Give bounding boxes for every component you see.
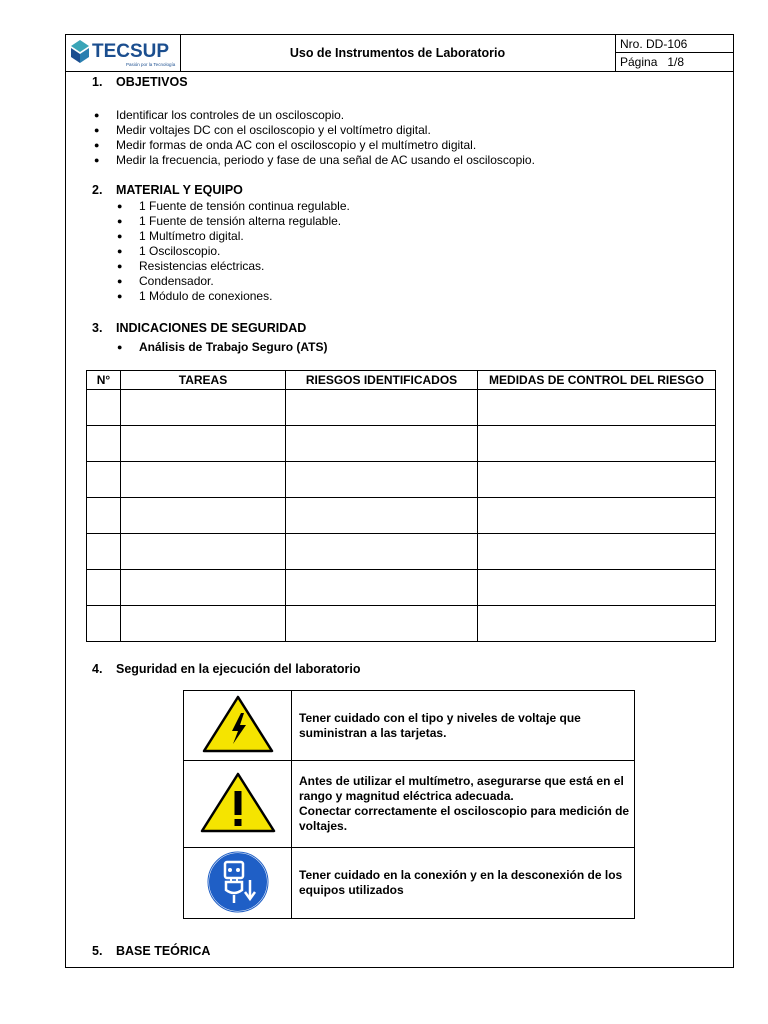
table-row: [184, 691, 635, 761]
logo-tagline: Pasión por la Tecnología: [126, 62, 176, 67]
table-cell[interactable]: [478, 570, 716, 606]
safety-text: Conectar correctamente el osciloscopio para medición de voltajes.: [299, 804, 630, 833]
unplug-connection-icon: [206, 850, 270, 914]
table-cell[interactable]: [286, 534, 478, 570]
list-item: ● 1 Osciloscopio.: [117, 244, 221, 258]
table-cell[interactable]: [87, 570, 121, 606]
table-cell[interactable]: [286, 498, 478, 534]
logo: [66, 35, 181, 71]
table-cell: [292, 761, 635, 848]
column-header-tareas: TAREAS: [121, 371, 286, 390]
table-cell[interactable]: [286, 426, 478, 462]
table-cell[interactable]: [478, 426, 716, 462]
section-seguridad-heading: 3. INDICACIONES DE SEGURIDAD: [92, 321, 307, 335]
table-cell[interactable]: [478, 498, 716, 534]
section-material-heading: 2. MATERIAL Y EQUIPO: [92, 183, 243, 197]
table-row: [184, 848, 635, 919]
table-cell[interactable]: [478, 534, 716, 570]
table-row: [87, 498, 716, 534]
safety-text: Antes de utilizar el multímetro, asegurarse que está en el rango y magnitud eléctrica adecuada.: [299, 774, 624, 803]
table-cell[interactable]: [286, 462, 478, 498]
table-cell[interactable]: [121, 426, 286, 462]
table-row: [87, 606, 716, 642]
table-cell: [184, 761, 292, 848]
page-number: Página 1/8: [620, 55, 685, 69]
safety-table: [183, 690, 635, 919]
table-cell[interactable]: [87, 426, 121, 462]
list-item: ● Identificar los controles de un osciloscopio.: [94, 108, 345, 122]
list-item: ● 1 Fuente de tensión alterna regulable.: [117, 214, 342, 228]
safety-text: Tener cuidado con el tipo y niveles de voltaje que suministran a las tarjetas.: [292, 691, 635, 761]
table-cell[interactable]: [478, 462, 716, 498]
tecsup-logo-icon: [66, 35, 180, 71]
list-item: ● Medir la frecuencia, periodo y fase de una señal de AC usando el osciloscopio.: [94, 153, 535, 167]
column-header-medidas: MEDIDAS DE CONTROL DEL RIESGO: [478, 371, 716, 390]
table-cell[interactable]: [121, 606, 286, 642]
list-item: ● Resistencias eléctricas.: [117, 259, 265, 273]
column-header-riesgos: RIESGOS IDENTIFICADOS: [286, 371, 478, 390]
doc-number: Nro. DD-106: [615, 35, 733, 53]
ats-subheading: ● Análisis de Trabajo Seguro (ATS): [117, 340, 328, 354]
document-meta: [615, 35, 733, 71]
section-ejecucion-heading: 4. Seguridad en la ejecución del laboratorio: [92, 662, 361, 676]
table-row: [87, 426, 716, 462]
document-title: Uso de Instrumentos de Laboratorio: [180, 35, 616, 71]
table-cell[interactable]: [121, 390, 286, 426]
list-item: ● 1 Multímetro digital.: [117, 229, 244, 243]
table-cell[interactable]: [87, 606, 121, 642]
table-header-row: [87, 371, 716, 390]
list-item: ● 1 Módulo de conexiones.: [117, 289, 273, 303]
safety-text: Tener cuidado en la conexión y en la desconexión de los equipos utilizados: [292, 848, 635, 919]
list-item: ● 1 Fuente de tensión continua regulable.: [117, 199, 350, 213]
table-cell: [184, 691, 292, 761]
table-cell[interactable]: [87, 498, 121, 534]
table-cell[interactable]: [478, 390, 716, 426]
table-cell[interactable]: [286, 570, 478, 606]
table-cell[interactable]: [87, 534, 121, 570]
table-cell[interactable]: [87, 390, 121, 426]
caution-exclamation-icon: [199, 771, 277, 835]
table-row: [87, 390, 716, 426]
high-voltage-warning-icon: [201, 694, 275, 754]
list-item: ● Medir voltajes DC con el osciloscopio y el voltímetro digital.: [94, 123, 431, 137]
list-item: ● Medir formas de onda AC con el osciloscopio y el multímetro digital.: [94, 138, 477, 152]
table-cell[interactable]: [121, 498, 286, 534]
table-row: [87, 534, 716, 570]
section-base-teorica-heading: 5. BASE TEÓRICA: [92, 944, 211, 958]
list-item: ● Condensador.: [117, 274, 214, 288]
document-header: [65, 34, 734, 72]
table-cell: [184, 848, 292, 919]
table-cell[interactable]: [286, 606, 478, 642]
table-cell[interactable]: [121, 570, 286, 606]
table-cell[interactable]: [478, 606, 716, 642]
column-header-number: N°: [87, 371, 121, 390]
table-cell[interactable]: [121, 534, 286, 570]
table-cell[interactable]: [286, 390, 478, 426]
table-row: [184, 761, 635, 848]
table-row: [87, 570, 716, 606]
table-row: [87, 462, 716, 498]
section-objetivos-heading: 1. OBJETIVOS: [92, 75, 188, 89]
logo-text: TECSUP: [92, 41, 170, 62]
table-cell[interactable]: [87, 462, 121, 498]
ats-table: [86, 370, 716, 642]
table-cell[interactable]: [121, 462, 286, 498]
